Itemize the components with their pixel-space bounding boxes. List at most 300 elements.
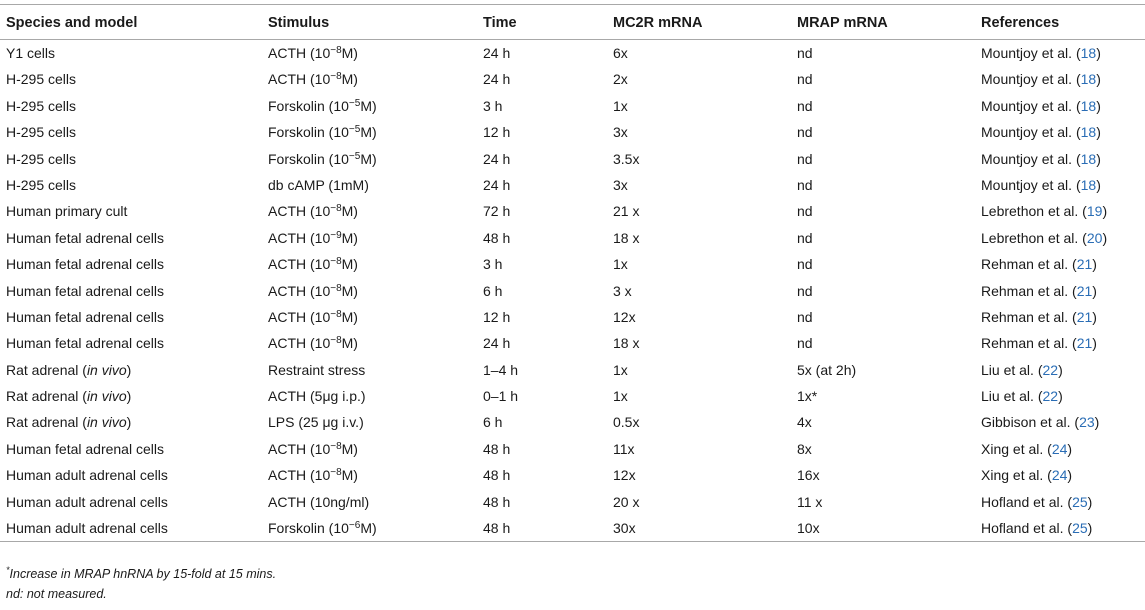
mrap-text: 5x (at 2h) — [797, 361, 857, 378]
cell-stimulus — [268, 383, 366, 412]
reference-close: ) — [1092, 282, 1097, 299]
cell-reference — [981, 119, 1101, 145]
cell-time — [483, 330, 510, 356]
mc2r-text: 0.5x — [613, 414, 640, 431]
species-text: Human fetal adrenal cells — [6, 229, 164, 246]
species-text: Human fetal adrenal cells — [6, 440, 164, 457]
cell-mc2r — [613, 119, 628, 145]
table-row — [0, 409, 1145, 435]
stimulus-unit: M) — [341, 308, 358, 325]
cell-mc2r — [613, 225, 639, 251]
mc2r-text: 12x — [613, 308, 636, 325]
stimulus-text: ACTH (10 — [268, 440, 331, 457]
cell-time — [483, 278, 502, 304]
species-text: Rat adrenal ( — [6, 414, 87, 431]
reference-text: Mountjoy et al. ( — [981, 124, 1081, 141]
cell-mrap — [797, 172, 813, 198]
cell-mrap — [797, 383, 817, 409]
reference-text: Rehman et al. ( — [981, 256, 1077, 273]
table-row — [0, 278, 1145, 304]
cell-time — [483, 489, 510, 515]
stimulus-exponent: −8 — [330, 308, 342, 320]
cell-mrap — [797, 66, 813, 92]
reference-text: Mountjoy et al. ( — [981, 45, 1081, 61]
cell-mc2r — [613, 515, 636, 541]
cell-mc2r — [613, 330, 639, 356]
mc2r-text: 3 x — [613, 282, 632, 299]
cell-mc2r — [613, 172, 628, 198]
reference-text: Lebrethon et al. ( — [981, 203, 1087, 220]
cell-stimulus — [268, 489, 369, 518]
mrap-text: nd — [797, 97, 813, 114]
mc2r-text: 18 x — [613, 229, 640, 246]
mrap-text: 10x — [797, 520, 820, 537]
cell-mrap — [797, 357, 856, 383]
time-text: 48 h — [483, 520, 511, 537]
reference-close: ) — [1092, 335, 1097, 352]
mc2r-text: 1x — [613, 388, 628, 405]
stimulus-text: Forskolin (10 — [268, 520, 349, 537]
mc2r-text: 2x — [613, 71, 628, 88]
reference-link: 18 — [1080, 71, 1097, 88]
species-text: Rat adrenal ( — [6, 361, 87, 378]
cell-stimulus — [268, 198, 358, 227]
stimulus-exponent: −8 — [330, 71, 342, 83]
stimulus-exponent: −8 — [330, 256, 342, 268]
stimulus-exponent: −8 — [330, 335, 342, 347]
stimulus-exponent: −6 — [348, 520, 361, 532]
reference-text: Rehman et al. ( — [981, 282, 1077, 299]
header-stimulus: Stimulus — [268, 15, 330, 31]
reference-text: Mountjoy et al. ( — [981, 176, 1081, 193]
table-row — [0, 357, 1145, 383]
reference-close: ) — [1094, 414, 1100, 431]
cell-stimulus — [268, 357, 365, 386]
mc2r-text: 3x — [613, 176, 628, 193]
stimulus-unit: M) — [341, 229, 358, 246]
species-italic: in vivo — [86, 361, 127, 378]
stimulus-text: ACTH (10 — [268, 45, 331, 61]
stimulus-unit: M) — [341, 335, 358, 352]
mrap-text: 11 x — [797, 493, 823, 510]
cell-time — [483, 436, 510, 462]
reference-close: ) — [1096, 97, 1101, 114]
table-bottom-rule — [0, 541, 1145, 542]
stimulus-exponent: −5 — [348, 97, 361, 109]
cell-stimulus — [268, 251, 358, 280]
cell-time — [483, 462, 510, 488]
time-text: 48 h — [483, 229, 511, 246]
species-text: H-295 cells — [6, 124, 77, 141]
cell-mc2r — [613, 93, 628, 119]
stimulus-unit: M) — [360, 97, 377, 114]
cell-mrap — [797, 40, 813, 66]
cell-time — [483, 146, 510, 172]
table-body — [0, 40, 1145, 541]
stimulus-exponent: −8 — [330, 282, 342, 294]
species-text: Human fetal adrenal cells — [6, 256, 164, 273]
stimulus-unit: M) — [341, 256, 358, 273]
cell-reference — [981, 172, 1101, 198]
species-text: Y1 cells — [6, 45, 56, 61]
cell-stimulus — [268, 146, 377, 175]
time-text: 24 h — [483, 71, 511, 88]
cell-reference — [981, 146, 1101, 172]
mc2r-text: 1x — [613, 361, 628, 378]
reference-close: ) — [1096, 71, 1101, 88]
reference-text: Hofland et al. ( — [981, 520, 1073, 537]
cell-species — [6, 462, 168, 488]
cell-mc2r — [613, 489, 639, 515]
cell-time — [483, 515, 510, 541]
cell-species — [6, 436, 164, 462]
mrap-text: 8x — [797, 440, 812, 457]
mc2r-text: 21 x — [613, 203, 640, 220]
mrap-text: nd — [797, 45, 813, 61]
mrap-text: nd — [797, 335, 813, 352]
time-text: 72 h — [483, 203, 511, 220]
reference-close: ) — [1067, 440, 1073, 457]
cell-species — [6, 330, 164, 356]
mrap-text: nd — [797, 282, 813, 299]
reference-close: ) — [1067, 467, 1073, 484]
table-row — [0, 489, 1145, 515]
cell-species — [6, 119, 76, 145]
stimulus-exponent: −8 — [330, 203, 342, 215]
cell-reference — [981, 383, 1063, 409]
reference-link: 18 — [1080, 124, 1097, 141]
stimulus-text: Forskolin (10 — [268, 124, 349, 141]
time-text: 6 h — [483, 282, 503, 299]
stimulus-exponent: −9 — [330, 229, 342, 241]
time-text: 0–1 h — [483, 388, 519, 405]
cell-species — [6, 357, 131, 383]
mc2r-text: 3.5x — [613, 150, 640, 167]
reference-link: 24 — [1051, 440, 1068, 457]
cell-mrap — [797, 489, 822, 515]
header-mc2r: MC2R mRNA — [613, 15, 703, 31]
data-table — [0, 4, 1145, 542]
mrap-text: nd — [797, 256, 813, 273]
cell-stimulus — [268, 225, 358, 254]
reference-close: ) — [1096, 124, 1101, 141]
stimulus-unit: M) — [360, 124, 377, 141]
table-row — [0, 40, 1145, 66]
stimulus-text: Restraint stress — [268, 361, 366, 378]
stimulus-text: Forskolin (10 — [268, 150, 349, 167]
mc2r-text: 18 x — [613, 335, 640, 352]
mc2r-text: 6x — [613, 45, 628, 61]
stimulus-text: LPS (25 μg i.v.) — [268, 414, 364, 431]
cell-species — [6, 198, 127, 224]
reference-close: ) — [1096, 176, 1101, 193]
mrap-text: 1x* — [797, 388, 818, 405]
stimulus-exponent: −5 — [348, 124, 361, 136]
stimulus-unit: M) — [341, 440, 358, 457]
reference-link: 25 — [1072, 493, 1088, 510]
header-mrap: MRAP mRNA — [797, 15, 888, 31]
table-row — [0, 119, 1145, 145]
species-text: H-295 cells — [6, 97, 77, 114]
reference-text: Mountjoy et al. ( — [981, 71, 1081, 88]
cell-mc2r — [613, 198, 639, 224]
mrap-text: nd — [797, 229, 813, 246]
cell-mc2r — [613, 462, 636, 488]
species-suffix: ) — [126, 414, 132, 431]
reference-text: Mountjoy et al. ( — [981, 150, 1081, 167]
mrap-text: nd — [797, 176, 813, 193]
cell-reference — [981, 66, 1101, 92]
mrap-text: nd — [797, 150, 813, 167]
table-row — [0, 225, 1145, 251]
cell-mrap — [797, 251, 813, 277]
cell-mc2r — [613, 436, 635, 462]
table-row — [0, 146, 1145, 172]
stimulus-exponent: −8 — [330, 467, 342, 479]
cell-reference — [981, 198, 1107, 224]
cell-stimulus — [268, 515, 377, 544]
cell-stimulus — [268, 278, 358, 307]
species-italic: in vivo — [86, 414, 127, 431]
cell-stimulus — [268, 93, 377, 122]
mc2r-text: 12x — [613, 467, 636, 484]
cell-species — [6, 304, 164, 330]
footnote-nd-text: nd: not measured. — [6, 587, 107, 601]
stimulus-exponent: −5 — [348, 150, 361, 162]
species-text: Rat adrenal ( — [6, 388, 87, 405]
time-text: 48 h — [483, 493, 511, 510]
mrap-text: nd — [797, 124, 813, 141]
stimulus-unit: M) — [341, 71, 358, 88]
reference-text: Gibbison et al. ( — [981, 414, 1080, 431]
cell-species — [6, 40, 55, 66]
species-text: Human fetal adrenal cells — [6, 335, 164, 352]
cell-time — [483, 304, 510, 330]
cell-stimulus — [268, 119, 377, 148]
cell-mc2r — [613, 383, 628, 409]
table-row — [0, 515, 1145, 541]
stimulus-text: ACTH (10 — [268, 335, 331, 352]
cell-time — [483, 66, 510, 92]
species-suffix: ) — [126, 361, 132, 378]
stimulus-exponent: −8 — [330, 45, 342, 56]
cell-species — [6, 278, 164, 304]
table-row — [0, 172, 1145, 198]
species-text: Human adult adrenal cells — [6, 467, 168, 484]
cell-mrap — [797, 93, 813, 119]
cell-mrap — [797, 330, 813, 356]
cell-mc2r — [613, 357, 628, 383]
stimulus-unit: M) — [341, 203, 358, 220]
mrap-text: nd — [797, 203, 813, 220]
table-row — [0, 330, 1145, 356]
time-text: 1–4 h — [483, 361, 519, 378]
cell-stimulus — [268, 462, 358, 491]
cell-stimulus — [268, 304, 358, 333]
reference-close: ) — [1102, 229, 1108, 246]
cell-mc2r — [613, 409, 639, 435]
cell-mrap — [797, 409, 812, 435]
reference-link: 20 — [1086, 229, 1103, 246]
cell-mrap — [797, 278, 813, 304]
time-text: 24 h — [483, 45, 511, 61]
reference-close: ) — [1096, 45, 1101, 61]
table-row — [0, 383, 1145, 409]
header-time: Time — [483, 15, 517, 31]
reference-link: 24 — [1051, 467, 1068, 484]
reference-close: ) — [1096, 150, 1101, 167]
species-text: Human primary cult — [6, 203, 128, 220]
cell-mc2r — [613, 40, 628, 66]
cell-reference — [981, 357, 1063, 383]
stimulus-unit: M) — [341, 45, 358, 61]
mc2r-text: 1x — [613, 97, 628, 114]
stimulus-text: ACTH (10 — [268, 467, 331, 484]
table-row — [0, 304, 1145, 330]
cell-reference — [981, 330, 1097, 356]
footnote-mark: * — [6, 565, 10, 575]
reference-text: Rehman et al. ( — [981, 308, 1077, 325]
cell-time — [483, 172, 510, 198]
species-text: H-295 cells — [6, 176, 77, 193]
cell-mc2r — [613, 278, 632, 304]
cell-reference — [981, 436, 1072, 462]
cell-species — [6, 172, 76, 198]
cell-mrap — [797, 119, 813, 145]
reference-close: ) — [1087, 493, 1093, 510]
cell-species — [6, 225, 164, 251]
species-text: Human fetal adrenal cells — [6, 282, 164, 299]
cell-reference — [981, 462, 1072, 488]
cell-species — [6, 489, 168, 515]
reference-text: Hofland et al. ( — [981, 493, 1073, 510]
reference-text: Liu et al. ( — [981, 361, 1043, 378]
time-text: 24 h — [483, 150, 511, 167]
cell-reference — [981, 225, 1107, 251]
reference-close: ) — [1102, 203, 1108, 220]
mrap-text: nd — [797, 71, 813, 88]
time-text: 3 h — [483, 256, 503, 273]
cell-reference — [981, 40, 1101, 66]
reference-close: ) — [1087, 520, 1093, 537]
reference-link: 21 — [1076, 335, 1093, 352]
cell-species — [6, 146, 76, 172]
reference-link: 21 — [1076, 308, 1093, 325]
mc2r-text: 20 x — [613, 493, 640, 510]
stimulus-text: ACTH (5μg i.p.) — [268, 388, 366, 405]
mrap-text: 16x — [797, 467, 820, 484]
reference-link: 22 — [1042, 388, 1059, 405]
time-text: 48 h — [483, 440, 511, 457]
cell-time — [483, 198, 510, 224]
cell-stimulus — [268, 436, 358, 465]
cell-reference — [981, 251, 1097, 277]
cell-mc2r — [613, 251, 628, 277]
reference-close: ) — [1058, 388, 1063, 405]
cell-reference — [981, 489, 1092, 515]
species-text: H-295 cells — [6, 71, 77, 88]
cell-mrap — [797, 146, 813, 172]
cell-species — [6, 383, 131, 409]
reference-text: Liu et al. ( — [981, 388, 1043, 405]
cell-stimulus — [268, 40, 358, 69]
reference-close: ) — [1092, 256, 1097, 273]
time-text: 12 h — [483, 124, 511, 141]
cell-species — [6, 66, 76, 92]
cell-species — [6, 515, 168, 541]
reference-link: 18 — [1080, 97, 1097, 114]
cell-stimulus — [268, 66, 358, 95]
reference-link: 18 — [1080, 176, 1097, 193]
footnote-mrap-text: Increase in MRAP hnRNA by 15-fold at 15 mins. — [9, 567, 277, 582]
stimulus-text: ACTH (10 — [268, 229, 331, 246]
species-text: Human adult adrenal cells — [6, 493, 168, 510]
time-text: 24 h — [483, 335, 511, 352]
cell-stimulus — [268, 330, 358, 359]
reference-text: Lebrethon et al. ( — [981, 229, 1087, 246]
cell-mrap — [797, 304, 813, 330]
cell-mrap — [797, 198, 813, 224]
stimulus-text: ACTH (10 — [268, 71, 331, 88]
time-text: 12 h — [483, 308, 511, 325]
cell-time — [483, 93, 502, 119]
cell-mrap — [797, 436, 812, 462]
cell-mrap — [797, 515, 820, 541]
species-text: Human adult adrenal cells — [6, 520, 168, 537]
cell-reference — [981, 409, 1099, 435]
cell-reference — [981, 93, 1101, 119]
species-italic: in vivo — [86, 388, 127, 405]
cell-time — [483, 251, 502, 277]
stimulus-unit: M) — [360, 520, 377, 537]
cell-species — [6, 409, 131, 435]
stimulus-exponent: −8 — [330, 440, 342, 452]
cell-time — [483, 357, 518, 383]
header-species: Species and model — [6, 15, 138, 31]
cell-reference — [981, 278, 1097, 304]
table-row — [0, 93, 1145, 119]
reference-link: 18 — [1080, 150, 1097, 167]
cell-species — [6, 251, 164, 277]
reference-close: ) — [1058, 361, 1063, 378]
stimulus-text: ACTH (10 — [268, 256, 331, 273]
cell-stimulus — [268, 409, 364, 438]
mrap-text: 4x — [797, 414, 812, 431]
stimulus-text: db cAMP (1mM) — [268, 176, 369, 193]
cell-mrap — [797, 225, 813, 251]
header-references: References — [981, 15, 1060, 31]
table-header-row — [0, 5, 1145, 39]
cell-time — [483, 119, 510, 145]
mc2r-text: 11x — [613, 440, 635, 457]
reference-close: ) — [1092, 308, 1097, 325]
cell-species — [6, 93, 76, 119]
mc2r-text: 1x — [613, 256, 628, 273]
footnote-nd — [6, 587, 107, 601]
reference-text: Xing et al. ( — [981, 467, 1052, 484]
reference-link: 25 — [1072, 520, 1088, 537]
stimulus-text: ACTH (10 — [268, 203, 331, 220]
time-text: 6 h — [483, 414, 503, 431]
reference-link: 18 — [1080, 45, 1097, 61]
cell-time — [483, 409, 502, 435]
cell-mc2r — [613, 304, 636, 330]
cell-mc2r — [613, 66, 628, 92]
table-row — [0, 462, 1145, 488]
table-row — [0, 436, 1145, 462]
reference-text: Rehman et al. ( — [981, 335, 1077, 352]
reference-text: Mountjoy et al. ( — [981, 97, 1081, 114]
